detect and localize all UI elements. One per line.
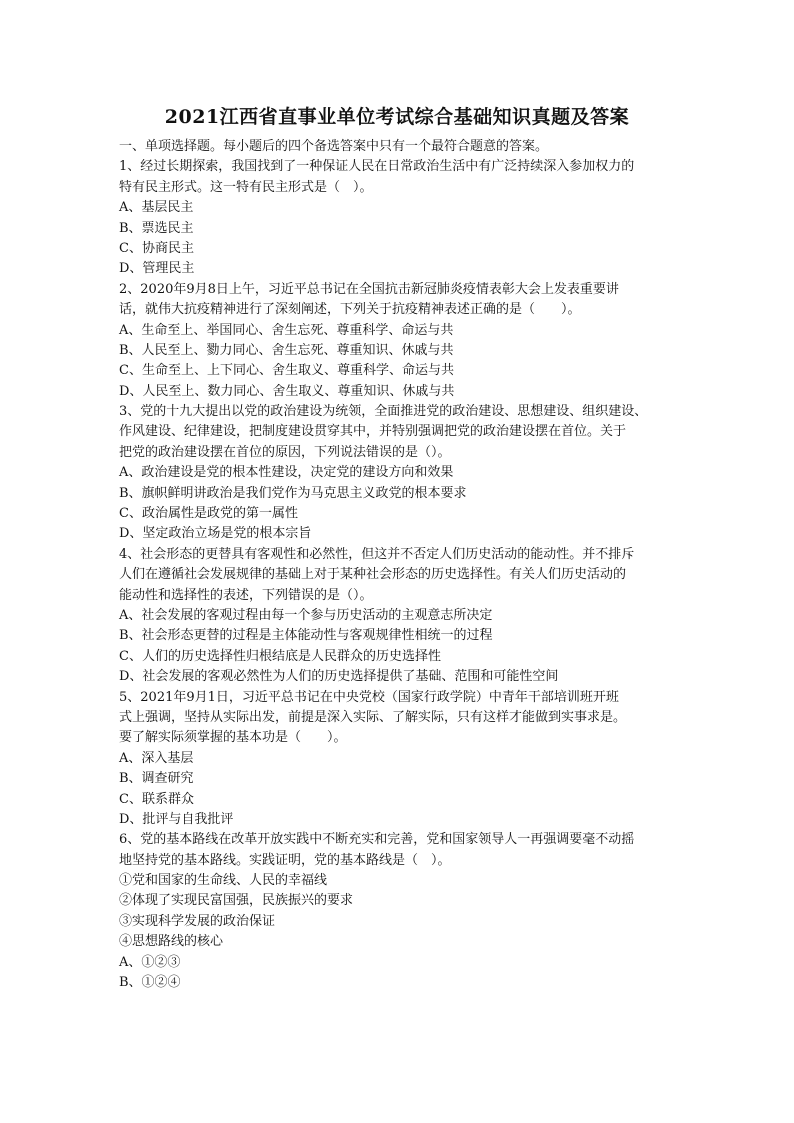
question-stem-line: 话，就伟大抗疫精神进行了深刻阐述，下列关于抗疫精神表述正确的是（ ）。	[119, 302, 581, 318]
question-stem-line: 6、党的基本路线在改革开放实践中不断充实和完善，党和国家领导人一再强调要毫不动摇	[119, 832, 635, 848]
option-c: C、联系群众	[119, 791, 194, 807]
question-stem-line: 4、社会形态的更替具有客观性和必然性，但这并不否定人们历史活动的能动性。并不排斥	[119, 546, 635, 562]
option-c: C、生命至上、上下同心、舍生取义、尊重科学、命运与共	[119, 363, 454, 379]
option-a: A、生命至上、举国同心、舍生忘死、尊重科学、命运与共	[119, 322, 454, 338]
option-c: C、人们的历史选择性归根结底是人民群众的历史选择性	[119, 648, 441, 664]
document-title: 2021江西省直事业单位考试综合基础知识真题及答案	[164, 106, 630, 128]
option-d: D、坚定政治立场是党的根本宗旨	[119, 526, 312, 542]
option-d: D、人民至上、数力同心、舍生取义、尊重知识、休戚与共	[119, 383, 455, 399]
section-heading: 一、单项选择题。每小题后的四个备选答案中只有一个最符合题意的答案。	[119, 139, 549, 154]
option-b: B、人民至上、勠力同心、舍生忘死、尊重知识、休戚与共	[119, 342, 454, 358]
question-stem-line: 作风建设、纪律建设，把制度建设贯穿其中，并特别强调把党的政治建设摆在首位。关于	[119, 424, 627, 440]
question-stem-line: 3、党的十九大提出以党的政治建设为统领，全面推进党的政治建设、思想建设、组织建设、	[119, 404, 648, 420]
statement-3: ③实现科学发展的政治保证	[119, 913, 276, 929]
statement-4: ④思想路线的核心	[119, 934, 224, 950]
question-5	[119, 688, 679, 831]
option-d: D、管理民主	[119, 261, 195, 277]
option-a: A、社会发展的客观过程由每一个参与历史活动的主观意志所决定	[119, 607, 493, 623]
option-b: B、社会形态更替的过程是主体能动性与客观规律性相统一的过程	[119, 628, 493, 644]
option-a: A、政治建设是党的根本性建设，决定党的建设方向和效果	[119, 465, 454, 481]
question-stem-line: 5、2021年9月1日，习近平总书记在中央党校（国家行政学院）中青年干部培训班开班	[119, 689, 619, 705]
question-6	[119, 830, 679, 993]
option-b: B、调查研究	[119, 771, 194, 787]
question-stem-line: 人们在遵循社会发展规律的基础上对于某种社会形态的历史选择性。有关人们历史活动的	[119, 567, 627, 583]
option-c: C、政治属性是政党的第一属性	[119, 506, 298, 522]
option-d: D、批评与自我批评	[119, 811, 234, 827]
option-a: A、基层民主	[119, 200, 194, 216]
question-stem-line: 地坚持党的基本路线。实践证明，党的基本路线是（ ）。	[119, 852, 451, 868]
option-b: B、旗帜鲜明讲政治是我们党作为马克思主义政党的根本要求	[119, 485, 467, 501]
option-a: A、①②③	[119, 954, 181, 970]
option-c: C、协商民主	[119, 240, 194, 256]
option-a: A、深入基层	[119, 750, 194, 766]
question-stem-line: 2、2020年9月8日上午，习近平总书记在全国抗击新冠肺炎疫情表彰大会上发表重要讲	[119, 281, 619, 297]
option-b: B、①②④	[119, 975, 181, 991]
question-4	[119, 545, 679, 688]
question-3	[119, 402, 679, 545]
option-d: D、社会发展的客观必然性为人们的历史选择提供了基础、范围和可能性空间	[119, 669, 559, 685]
question-2	[119, 280, 679, 402]
statement-1: ①党和国家的生命线、人民的幸福线	[119, 873, 328, 889]
question-stem-line: 把党的政治建设摆在首位的原因，下列说法错误的是（）。	[119, 444, 451, 460]
question-stem-line: 特有民主形式。这一特有民主形式是（ ）。	[119, 179, 373, 195]
question-1	[119, 157, 679, 279]
question-stem-line: 要了解实际须掌握的基本功是（ ）。	[119, 730, 347, 746]
question-stem-line: 能动性和选择性的表述，下列错误的是（）。	[119, 587, 373, 603]
document-body	[119, 137, 679, 993]
option-b: B、票选民主	[119, 220, 194, 236]
question-stem-line: 1、经过长期探索，我国找到了一种保证人民在日常政治生活中有广泛持续深入参加权力的	[119, 159, 635, 175]
statement-2: ②体现了实现民富国强，民族振兴的要求	[119, 893, 354, 909]
question-stem-line: 式上强调，坚持从实际出发，前提是深入实际、了解实际，只有这样才能做到实事求是。	[119, 709, 627, 725]
